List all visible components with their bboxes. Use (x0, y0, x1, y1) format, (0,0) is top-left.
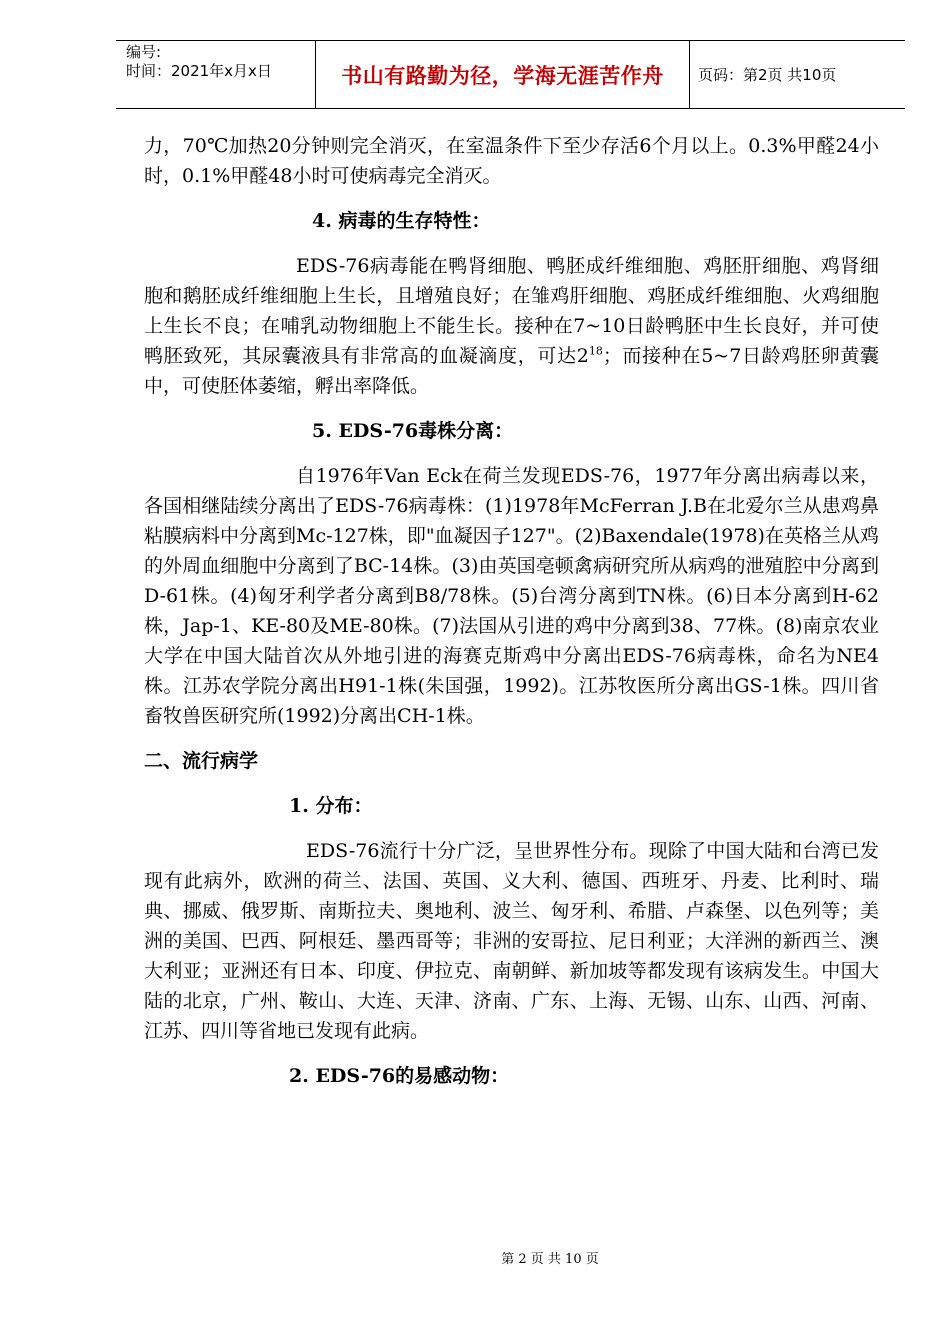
heading-strain-isolation: 5. EDS-76毒株分离： (312, 420, 514, 442)
heading-epidemiology: 二、流行病学 (144, 750, 259, 772)
document-body (144, 131, 879, 1091)
paragraph-strain-isolation: 自1976年Van Eck在荷兰发现EDS-76，1977年分离出病毒以来，各国相继陆续分离出了EDS-76病毒株：(1)1978年McFerran J.B在北爱尔兰从患鸡鼻粘膜病料中分离到Mc-127株，即"血凝因子127"。(2)Baxendale(1978)在英格兰从鸡的外周血细胞中分离到了BC-14株。(3)由英国亳顿禽病研究所从病鸡的泄殖腔中分离到D-61株。(4)匈牙利学者分离到B8/78株。(5)台湾分离到TN株。(6)日本分离到H-62株，Jap-1、KE-80及ME-80株。(7)法国从引进的鸡中分离到38、77株。(8)南京农业大学在中国大陆首次从外地引进的海赛克斯鸡中分离出EDS-76病毒株，命名为NE4株。江苏农学院分离出H91-1株(朱国强，1992)。江苏牧医所分离出GS-1株。四川省畜牧兽医研究所(1992)分离出CH-1株。 (144, 465, 879, 727)
header-motto: 书山有路勤为径，学海无涯苦作舟 (316, 41, 690, 108)
page-header (116, 40, 905, 109)
time-label: 时间：2021年x月x日 (126, 62, 272, 80)
page-footer: 第 2 页 共 10 页 (501, 1252, 599, 1267)
header-page-info: 页码：第2页 共10页 (698, 66, 837, 84)
heading-distribution: 1. 分布： (289, 795, 373, 817)
paragraph-survival-part2: ；而接种在5~7日龄鸡胚卵黄囊中，可使胚体萎缩，孵出率降低。 (144, 345, 879, 397)
titer-exponent: 18 (588, 344, 603, 358)
paragraph-disinfection: 力，70℃加热20分钟则完全消灭，在室温条件下至少存活6个月以上。0.3%甲醛24小时，0.1%甲醛48小时可使病毒完全消灭。 (144, 135, 879, 187)
paragraph-distribution: EDS-76流行十分广泛，呈世界性分布。现除了中国大陆和台湾已发现有此病外，欧洲的荷兰、法国、英国、义大利、德国、西班牙、丹麦、比利时、瑞典、挪威、俄罗斯、南斯拉夫、奥地利、波兰、匈牙利、希腊、卢森堡、以色列等；美洲的美国、巴西、阿根廷、墨西哥等；非洲的安哥拉、尼日利亚；大洋洲的新西兰、澳大利亚；亚洲还有日本、印度、伊拉克、南朝鲜、新加坡等都发现有该病发生。中国大陆的北京，广州、鞍山、大连、天津、济南、广东、上海、无锡、山东、山西、河南、江苏、四川等省地已发现有此病。 (144, 840, 879, 1042)
header-meta (116, 41, 316, 108)
paragraph-survival (144, 251, 879, 401)
heading-susceptible-animals: 2. EDS-76的易感动物： (289, 1065, 510, 1087)
heading-survival-characteristics: 4. 病毒的生存特性： (312, 210, 491, 232)
paragraph-survival-part1: EDS-76病毒能在鸭肾细胞、鸭胚成纤维细胞、鸡胚肝细胞、鸡肾细胞和鹅胚成纤维细胞上生长，且增殖良好；在雏鸡肝细胞、鸡胚成纤维细胞、火鸡细胞上生长不良；在哺乳动物细胞上不能生长。接种在7~10日龄鸭胚中生长良好，并可使鸭胚致死，其尿囊液具有非常高的血凝滴度，可达2 (144, 255, 879, 367)
number-label: 编号: (126, 43, 162, 61)
